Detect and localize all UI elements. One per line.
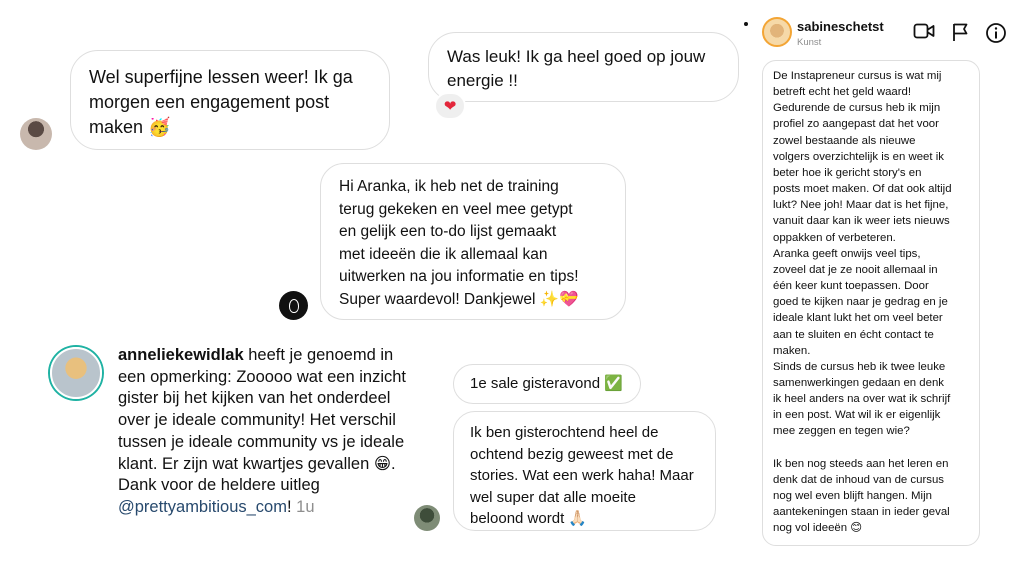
status-dot [744,22,748,26]
message-text: De Instapreneur cursus is wat mij betreft echt het geld waard! Gedurende de cursus heb ik mijn profiel zo aangepast dat het voor zowel bestaande als nieuwe volgers overzichtelijk is en weet ik beter hoe ik gericht story's en posts moet maken. Of dat ook altijd lukt? Nee joh! Maar dat is het fijne, vanuit daar kan ik weer iets nieuws oppakken of verbeteren. Aranka geeft onwijs veel tips, zoveel dat je ze nooit allemaal in één keer kunt toepassen. Door goed te kijken naar je gedrag en je ideale klant lukt het om veel beter aan te sluiten en écht contact te maken. Sinds de cursus heb ik twee leuke samenwerkingen gedaan en denk ik heel anders na over wat ik schrijf in een post. Wat wil ik er eigenlijk mee zeggen en tegen wie? Ik ben nog steeds aan het leren en denk dat de inhoud van de cursus nog wel even blijft hangen. Mijn aantekeningen staan in ieder geval nog vol ideeën 😊 [773,70,952,535]
comment-time: 1u [296,497,315,516]
comment-notification [118,345,418,519]
comment-text: heeft je genoemd in een opmerking: Zooooo wat een inzicht gister bij het kijken van het onderdeel over je ideale community! Het verschil tussen je ideale community vs je ideale klant. Er zijn wat kwartjes gevallen 😁. Dank voor de heldere uitleg [118,346,407,495]
message-bubble [70,50,390,150]
message-text: Ik ben gisterochtend heel de ochtend bezig geweest met de stories. Wat een werk haha! Maar wel super dat alle moeite beloond wordt 🙏🏻 [470,424,694,527]
message-bubble [453,411,716,531]
message-bubble [453,364,641,404]
message-bubble [428,32,739,102]
comment-username[interactable]: anneliekewidlak [118,346,244,364]
message-text: 1e sale gisteravond ✅ [470,375,623,392]
chat-subtitle: Kunst [797,37,822,48]
message-text: Wel superfijne lessen weer! Ik ga morgen een engagement post maken 🥳 [89,67,353,137]
comment-mention[interactable]: @prettyambitious_com [118,497,287,516]
comment-text-after: ! [286,497,297,516]
chat-username[interactable]: sabineschetst [797,19,884,34]
chat-user-avatar[interactable] [762,17,792,47]
sender-avatar[interactable] [279,291,308,320]
message-bubble [320,163,626,320]
flag-icon[interactable] [951,22,969,42]
commenter-avatar[interactable] [50,347,102,399]
heart-reaction-icon[interactable]: ❤ [434,92,466,120]
info-icon[interactable] [985,22,1007,44]
sender-avatar[interactable] [20,118,52,150]
message-text: Hi Aranka, ik heb net de training terug gekeken en veel mee getypt en gelijk een to-do lijst gemaakt met ideeën die ik allemaal kan uitwerken na jou informatie en tips! Super waardevol! Dankjewel ✨💝 [339,178,579,308]
message-text: Was leuk! Ik ga heel goed op jouw energie !! [447,47,706,90]
sender-avatar[interactable] [414,505,440,531]
testimonial-message-bubble [762,60,980,546]
video-icon[interactable] [913,22,935,40]
